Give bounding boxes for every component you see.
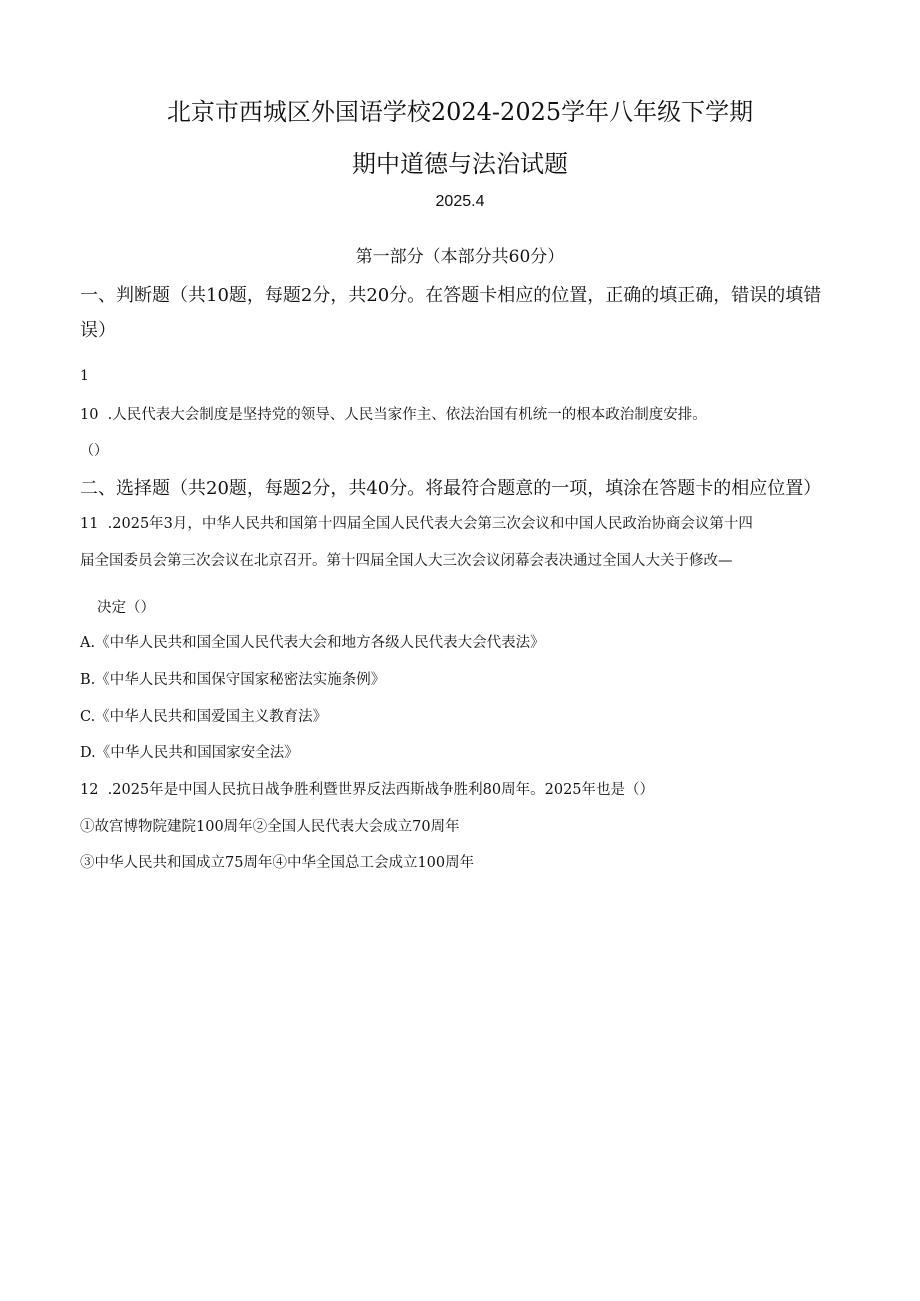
question-12-statement-1-2: ①故宫博物院建院100周年②全国人民代表大会成立70周年 (80, 819, 460, 835)
part1-heading: 第一部分（本部分共60分） (355, 247, 565, 267)
question-11-option-a: A.《中华人民共和国全国人民代表大会和地方各级人民代表大会代表法》 (80, 635, 545, 651)
question-12-statement-3-4: ③中华人民共和国成立75周年④中华全国总工会成立100周年 (80, 855, 475, 871)
question-11-option-c: C.《中华人民共和国爱国主义教育法》 (80, 709, 328, 725)
question-10-text: 10 .人民代表大会制度是坚持党的领导、人民当家作主、依法治国有机统一的根本政治制度安排。 (80, 407, 707, 423)
section1-heading-continued: 误） (80, 320, 116, 341)
question-12-line1: 12 .2025年是中国人民抗日战争胜利暨世界反法西斯战争胜利80周年。2025年也是（） (80, 782, 655, 798)
question-1-number: 1 (80, 368, 89, 384)
question-11-line3: 决定（） (97, 600, 155, 616)
question-11-option-b: B.《中华人民共和国保守国家秘密法实施条例》 (80, 672, 386, 688)
exam-date: 2025.4 (435, 193, 485, 210)
document-title-line2: 期中道德与法治试题 (352, 150, 568, 178)
section2-heading: 二、选择题（共20题，每题2分，共40分。将最符合题意的一项，填涂在答题卡的相应位置） (80, 478, 822, 499)
document-title-line1: 北京市西城区外国语学校2024-2025学年八年级下学期 (166, 98, 754, 126)
question-10-answer-blank: （） (80, 443, 108, 459)
question-11-option-d: D.《中华人民共和国国家安全法》 (80, 745, 299, 761)
section1-heading: 一、判断题（共10题，每题2分，共20分。在答题卡相应的位置，正确的填正确，错误的填错 (80, 285, 822, 306)
question-11-line1: 11 .2025年3月，中华人民共和国第十四届全国人民代表大会第三次会议和中国人民政治协商会议第十四 (80, 516, 753, 532)
question-11-line2: 届全国委员会第三次会议在北京召开。第十四届全国人大三次会议闭幕会表决通过全国人大关于修改— (80, 553, 733, 569)
